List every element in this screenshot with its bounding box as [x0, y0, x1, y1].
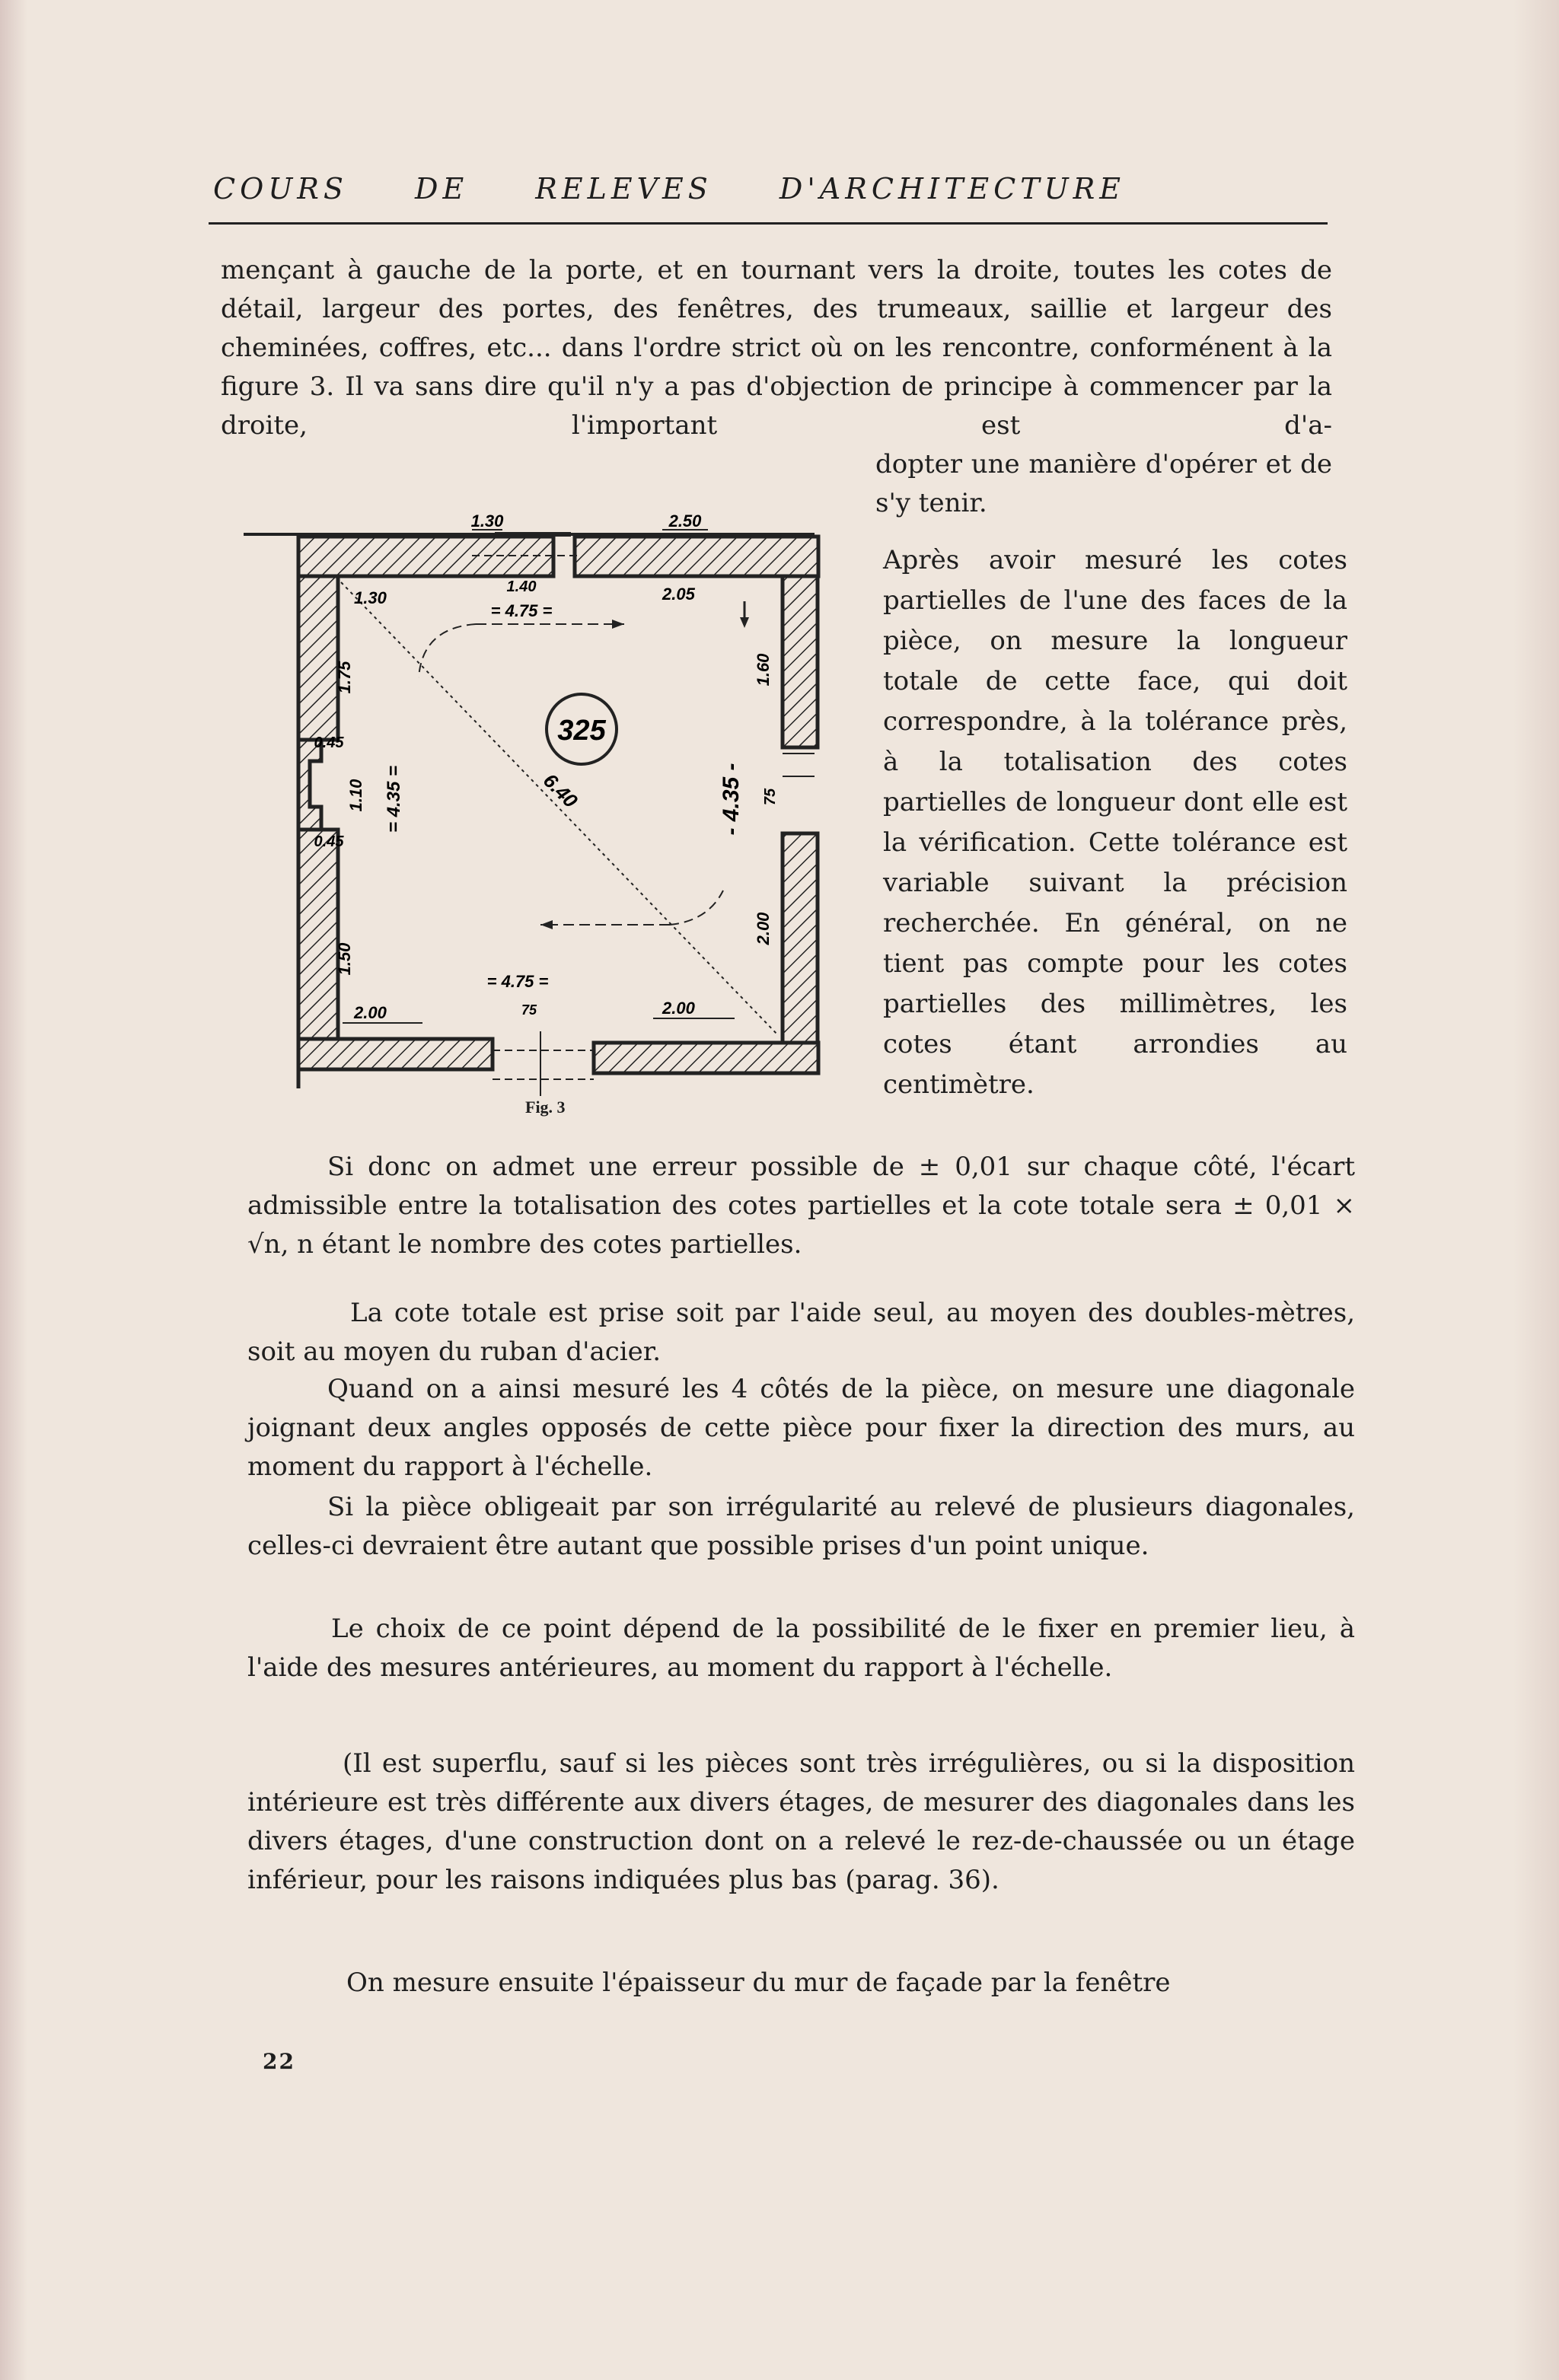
page-edge-shadow [0, 0, 27, 2380]
dim-top-total: = 4.75 = [490, 601, 553, 620]
dim-top-outer-2: 2.50 [668, 511, 702, 530]
dim-top-outer-1: 1.30 [470, 511, 504, 530]
right-wall-lower [783, 833, 818, 1043]
dim-left-4: 0.45 [314, 833, 344, 850]
page-edge-shadow-right [1513, 0, 1559, 2380]
dim-left-1: 1.75 [335, 661, 354, 694]
dim-left-3: 1.10 [346, 779, 365, 812]
left-wall-lower [298, 830, 338, 1039]
dim-top-inner-1: 1.30 [354, 588, 387, 607]
floor-plan-drawing [236, 495, 830, 1104]
dim-right-2: 75 [762, 788, 779, 806]
dim-diagonal: 6.40 [538, 769, 582, 813]
paragraph-3: Après avoir mesuré les cotes partielles de l'une des faces de la pièce, on mesure la longueur totale de cette face, qui doit correspondre, à la tolérance près, à la totalisation des cotes partielles de longueur dont elle est la vérification. Cette tolérance est variable suivant la précision recherchée. En général, on ne tient pas compte pour les cotes partielles des millimètres, les cotes étant arrondies au centimètre. [883, 545, 1347, 1100]
bottom-wall-right [594, 1043, 818, 1073]
right-wall-upper [783, 576, 818, 747]
room-number: 325 [557, 715, 606, 747]
dim-bottom-1: 2.00 [354, 1003, 387, 1022]
dim-left-5: 1.50 [335, 942, 354, 976]
paragraph-7: Si la pièce obligeait par son irrégularité au relevé de plusieurs diagonales, celles-ci devraient être autant que possible prises d'un point unique. [247, 1492, 1355, 1561]
dim-right-1: 1.60 [754, 653, 773, 687]
dim-bottom-door: 75 [521, 1002, 537, 1018]
paragraph-6: Quand on a ainsi mesuré les 4 côtés de la pièce, on mesure une diagonale joignant deux angles opposés de cette pièce pour fixer la direction des murs, au moment du rapport à l'échelle. [247, 1374, 1355, 1482]
dim-top-window: 1.40 [506, 578, 537, 595]
dim-right-3: 2.00 [754, 912, 773, 945]
figure-caption: Fig. 3 [525, 1098, 566, 1117]
paragraph-9: (Il est superflu, sauf si les pièces sont très irrégulières, ou si la disposition intérieure est très différente aux divers étages, de mesurer des diagonales dans les divers étages, d'une construction dont on a relevé le rez-de-chaussée ou un étage inférieur, pour les raisons indiquées plus bas (parag. 36). [247, 1748, 1355, 1895]
dim-bottom-total: = 4.75 = [486, 972, 549, 991]
left-wall-upper [298, 576, 338, 740]
dim-left-2: 0.45 [314, 734, 344, 751]
page-number: 22 [263, 2049, 295, 2074]
dim-top-inner-2: 2.05 [662, 585, 695, 604]
paragraph-10: On mesure ensuite l'épaisseur du mur de façade par la fenêtre [346, 1967, 1171, 1998]
diagonal-line [341, 582, 778, 1035]
paragraph-4: Si donc on admet une erreur possible de ± 0,01 sur chaque côté, l'écart admissible entre la totalisation des cotes partielles et la cote totale sera ± 0,01 × √n, n étant le nombre des cotes partielles. [247, 1152, 1355, 1260]
dim-right-total: - 4.35 - [719, 763, 744, 836]
header-rule [209, 222, 1328, 225]
dim-bottom-2: 2.00 [662, 999, 695, 1018]
bottom-wall-left [298, 1039, 493, 1069]
floor-plan-figure [236, 495, 830, 1104]
running-header: COURS DE RELEVES D'ARCHITECTURE [213, 172, 1125, 206]
top-wall-right [575, 537, 818, 576]
paragraph-1: mençant à gauche de la porte, et en tournant vers la droite, toutes les cotes de détail, largeur des portes, des fenêtres, des trumeaux, saillie et largeur des cheminées, coffres, etc... dans l'ordre strict où on les rencontre, conforménent à la figure 3. Il va sans dire qu'il n'y a pas d'objection de principe à commencer par la droite, l'important est d'a- [221, 255, 1332, 441]
paragraph-5: La cote totale est prise soit par l'aide seul, au moyen des doubles-mètres, soit au moyen du ruban d'acier. [247, 1298, 1355, 1367]
chimney-breast [298, 740, 321, 830]
paragraph-2: dopter une manière d'opérer et de s'y tenir. [875, 449, 1332, 518]
dim-left-total: = 4.35 = [384, 765, 404, 833]
paragraph-8: Le choix de ce point dépend de la possibilité de le fixer en premier lieu, à l'aide des mesures antérieures, au moment du rapport à l'échelle. [247, 1614, 1355, 1683]
